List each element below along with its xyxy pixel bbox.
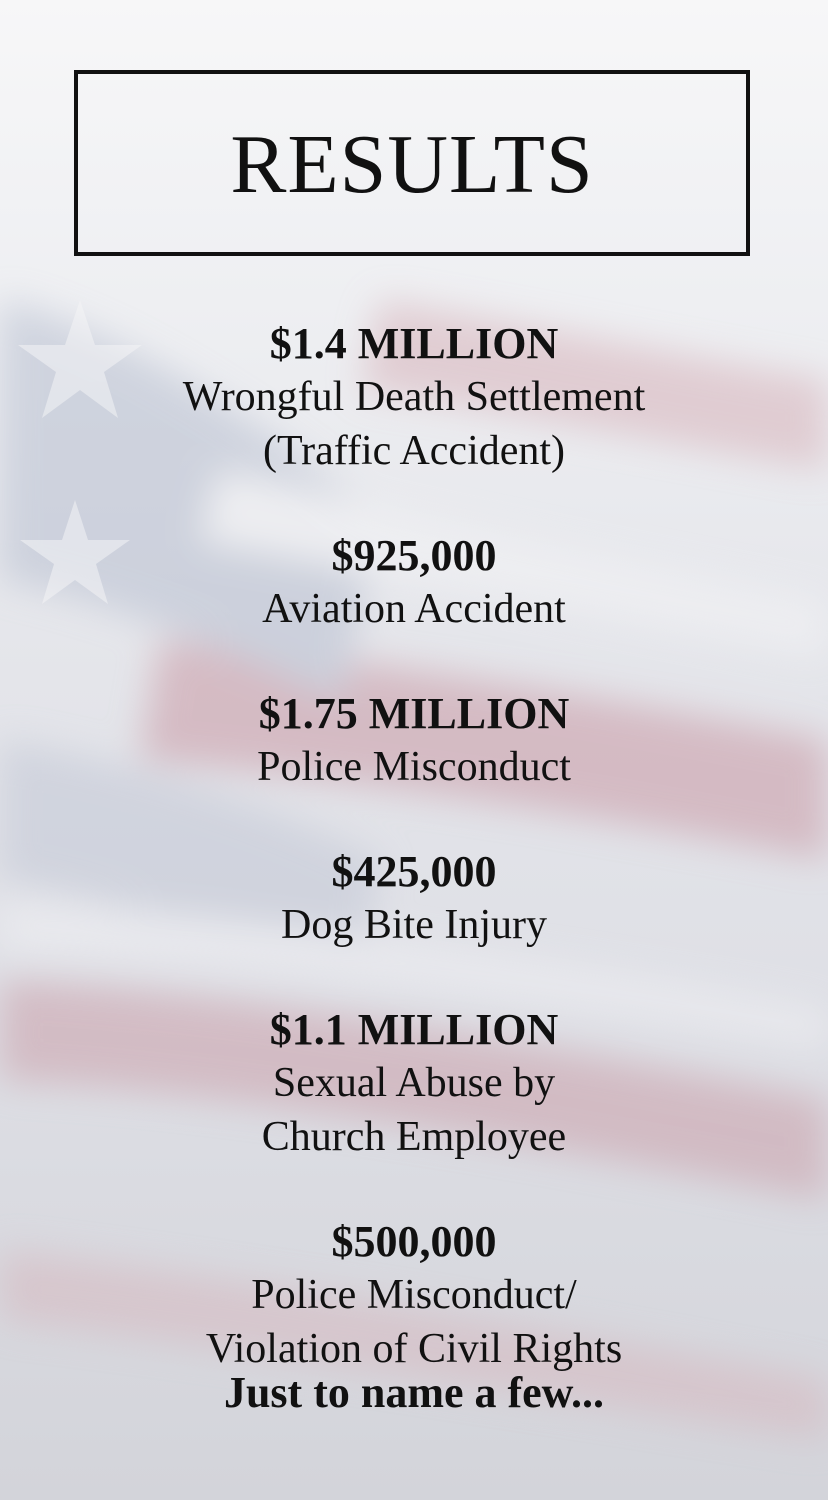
result-item (0, 1216, 828, 1376)
results-list (0, 318, 828, 1428)
result-item (0, 846, 828, 952)
result-description-line: Church Employee (261, 1114, 567, 1160)
result-description-line: Dog Bite Injury (281, 902, 547, 948)
result-description-line: (Traffic Accident) (262, 428, 566, 474)
result-item (0, 530, 828, 636)
result-description-line: Wrongful Death Settlement (182, 374, 646, 420)
result-amount: $1.4 MILLION (269, 319, 559, 368)
result-description (0, 1056, 828, 1164)
result-item (0, 1004, 828, 1164)
result-description-line: Aviation Accident (262, 586, 566, 632)
result-amount: $925,000 (331, 531, 497, 580)
result-description (0, 1268, 828, 1376)
result-description (0, 740, 828, 794)
results-title-box (74, 70, 750, 256)
result-description (0, 370, 828, 478)
result-amount: $1.75 MILLION (258, 689, 570, 738)
result-item (0, 688, 828, 794)
result-amount: $500,000 (331, 1217, 497, 1266)
result-description-line: Police Misconduct/ (251, 1272, 577, 1318)
result-description-line: Police Misconduct (257, 744, 571, 790)
result-description (0, 582, 828, 636)
result-description-line: Violation of Civil Rights (205, 1326, 623, 1372)
result-amount: $1.1 MILLION (269, 1005, 559, 1054)
footer-note: Just to name a few... (223, 1368, 605, 1417)
result-description-line: Sexual Abuse by (272, 1060, 556, 1106)
result-description (0, 898, 828, 952)
result-item (0, 318, 828, 478)
result-amount: $425,000 (331, 847, 497, 896)
page-title: RESULTS (230, 118, 594, 211)
